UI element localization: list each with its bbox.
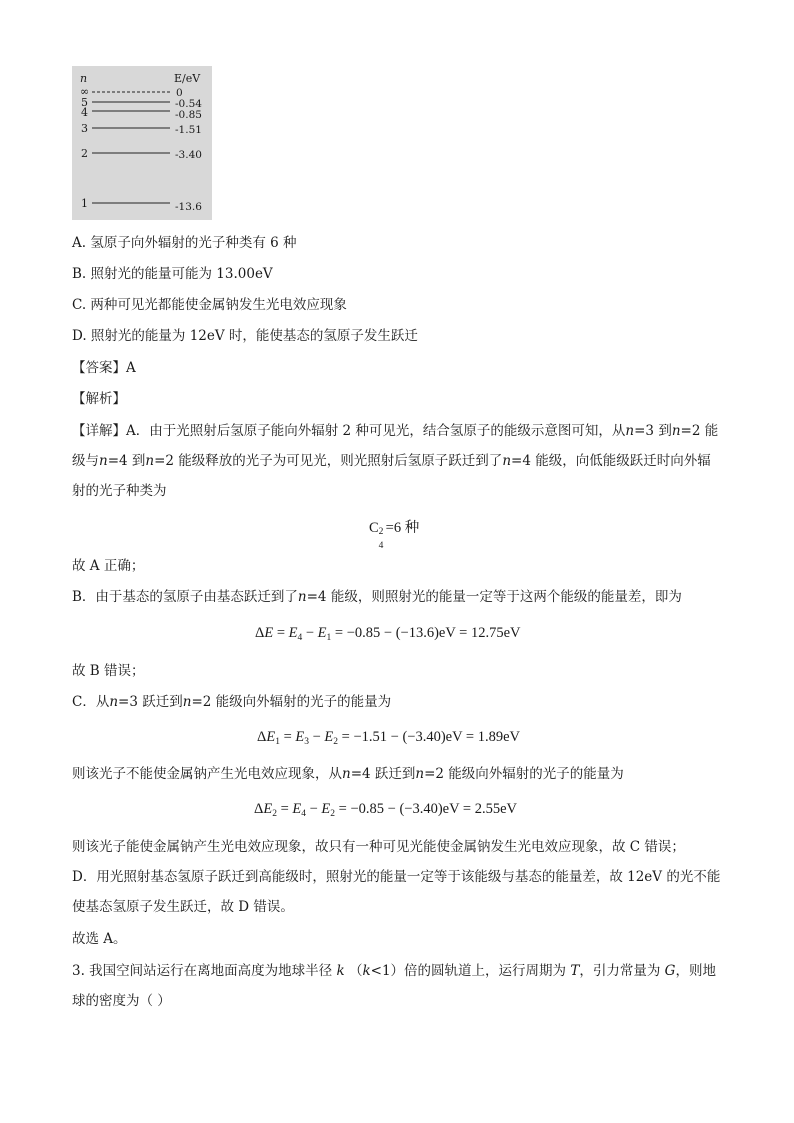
level-n-1: 1 bbox=[81, 197, 88, 210]
equation-c1: $\Delta E_1 = E_3 - E_2 = -1.51 - (-3.40)eV = 1.89eV$ bbox=[257, 729, 521, 747]
e-axis-label: E/eV bbox=[174, 72, 201, 85]
level-n-5: 5 bbox=[81, 96, 88, 109]
level-e-5: -0.54 bbox=[175, 98, 202, 110]
detail-tag: 【详解】 bbox=[72, 423, 126, 439]
option-a: A. 氢原子向外辐射的光子种类有 6 种 bbox=[72, 235, 297, 251]
answer-value: A bbox=[126, 360, 136, 376]
b-wrong: 故 B 错误； bbox=[72, 663, 145, 679]
level-n-3: 3 bbox=[81, 122, 88, 135]
energy-level-figure bbox=[72, 66, 212, 220]
equation-b: $\Delta E = E_4 - E_1 = -0.85 - (-13.6)eV = 12.75eV$ bbox=[255, 625, 521, 643]
level-e-inf: 0 bbox=[176, 87, 183, 99]
n-axis-label: n bbox=[80, 72, 88, 85]
b-text: B．由于基态的氢原子由基态跃迁到了n=4 能级，则照射光的能量一定等于这两个能级的能量差，即为 bbox=[72, 589, 682, 605]
question-3: 3. 我国空间站运行在离地面高度为地球半径 k （k<1）倍的圆轨道上，运行周期为 T，引力常量为 G，则地球的密度为（ ） bbox=[72, 963, 716, 1009]
analysis-tag: 【解析】 bbox=[72, 391, 126, 407]
level-e-3: -1.51 bbox=[175, 124, 202, 136]
d-text: D．用光照射基态氢原子跃迁到高能级时，照射光的能量一定等于该能级与基态的能量差，故 12eV 的光不能使基态氢原子发生跃迁，故 D 错误。 bbox=[72, 869, 721, 915]
c-mid-text: 则该光子不能使金属钠产生光电效应现象，从n=4 跃迁到n=2 能级向外辐射的光子的能量为 bbox=[72, 766, 624, 782]
energy-level-diagram bbox=[72, 66, 212, 220]
level-n-4: 4 bbox=[81, 106, 88, 119]
level-e-1: -13.6 bbox=[175, 201, 202, 213]
option-c: C. 两种可见光都能使金属钠发生光电效应现象 bbox=[72, 297, 347, 313]
equation-c2: $\Delta E_2 = E_4 - E_2 = -0.85 - (-3.40)eV = 2.55eV$ bbox=[254, 801, 518, 819]
a-correct: 故 A 正确； bbox=[72, 558, 145, 574]
option-d: D. 照射光的能量为 12eV 时，能使基态的氢原子发生跃迁 bbox=[72, 328, 418, 344]
option-b: B. 照射光的能量可能为 13.00eV bbox=[72, 266, 273, 282]
choose-line: 故选 A。 bbox=[72, 931, 127, 947]
level-n-2: 2 bbox=[81, 147, 88, 160]
detail-paragraph-a: 【详解】A．由于光照射后氢原子能向外辐射 2 种可见光，结合氢原子的能级示意图可知，从n=3 到n=2 能级与n=4 到n=2 能级释放的光子为可见光，则光照射后氢原子跃迁到了n=4 能级，向低能级跃迁时向外辐射的光子种类为 bbox=[72, 423, 719, 499]
equation-combination: C 2 4 =6 种 bbox=[369, 520, 420, 551]
answer-tag: 【答案】 bbox=[72, 360, 126, 376]
level-n-inf: ∞ bbox=[80, 85, 90, 98]
level-e-2: -3.40 bbox=[175, 149, 202, 161]
answer-line bbox=[72, 358, 136, 378]
c-text: C．从n=3 跃迁到n=2 能级向外辐射的光子的能量为 bbox=[72, 694, 392, 710]
c-end-text: 则该光子能使金属钠产生光电效应现象，故只有一种可见光能使金属钠发生光电效应现象，故 C 错误； bbox=[72, 839, 685, 855]
level-e-4: -0.85 bbox=[175, 109, 202, 121]
